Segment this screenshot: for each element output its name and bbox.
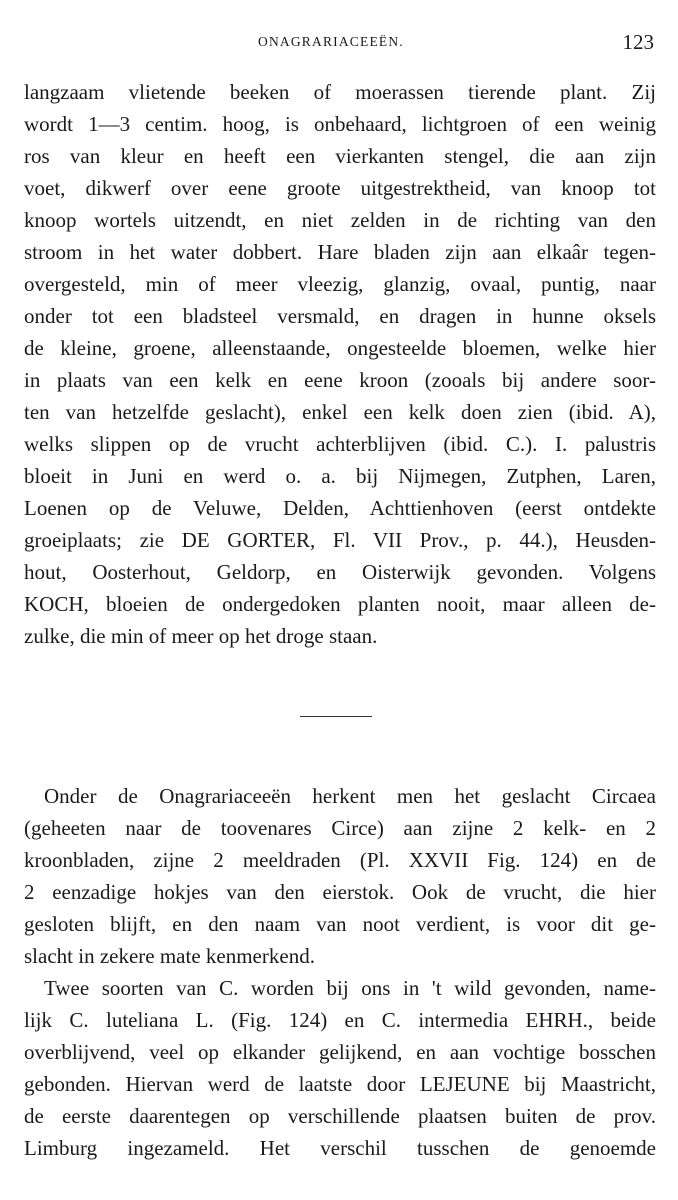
text-line: slacht in zekere mate kenmerkend. <box>24 944 315 968</box>
text-line: de kleine, groene, alleenstaande, ongesteelde bloemen, welke hier <box>24 336 656 360</box>
page-number: 123 <box>622 30 654 54</box>
text-line: Onder de Onagrariaceeën herkent men het geslacht Circaea <box>44 784 656 808</box>
text-line: ros van kleur en heeft een vierkanten stengel, die aan zijn <box>24 144 656 168</box>
text-line: hout, Oosterhout, Geldorp, en Oisterwijk gevonden. Volgens <box>24 560 656 584</box>
text-line: 2 eenzadige hokjes van den eierstok. Ook de vrucht, die hier <box>24 880 656 904</box>
text-line: welks slippen op de vrucht achterblijven (ibid. C.). I. palustris <box>24 432 656 456</box>
text-line: ten van hetzelfde geslacht), enkel een kelk doen zien (ibid. A), <box>24 400 656 424</box>
text-line: KOCH, bloeien de ondergedoken planten nooit, maar alleen de- <box>24 592 656 616</box>
text-line: kroonbladen, zijne 2 meeldraden (Pl. XXVII Fig. 124) en de <box>24 848 656 872</box>
text-line: de eerste daarentegen op verschillende plaatsen buiten de prov. <box>24 1104 656 1128</box>
text-line: Limburg ingezameld. Het verschil tusschen de genoemde <box>24 1136 656 1160</box>
text-line: gesloten blijft, en den naam van noot verdient, is voor dit ge- <box>24 912 656 936</box>
text-line: in plaats van een kelk en eene kroon (zooals bij andere soor- <box>24 368 656 392</box>
running-header <box>0 30 678 58</box>
text-line: Twee soorten van C. worden bij ons in 't wild gevonden, name- <box>44 976 656 1000</box>
text-line: overgesteld, min of meer vleezig, glanzig, ovaal, puntig, naar <box>24 272 656 296</box>
text-line: Loenen op de Veluwe, Delden, Achttienhoven (eerst ontdekte <box>24 496 656 520</box>
paragraph-continuation <box>24 76 656 652</box>
text-line: lijk C. luteliana L. (Fig. 124) en C. intermedia EHRH., beide <box>24 1008 656 1032</box>
text-line: bloeit in Juni en werd o. a. bij Nijmegen, Zutphen, Laren, <box>24 464 656 488</box>
text-line: groeiplaats; zie DE GORTER, Fl. VII Prov., p. 44.), Heusden- <box>24 528 656 552</box>
running-title: ONAGRARIACEEËN. <box>258 34 404 49</box>
text-line: (geheeten naar de toovenares Circe) aan zijne 2 kelk- en 2 <box>24 816 656 840</box>
text-line: wordt 1—3 centim. hoog, is onbehaard, lichtgroen of een weinig <box>24 112 656 136</box>
text-line: voet, dikwerf over eene groote uitgestrektheid, van knoop tot <box>24 176 656 200</box>
text-line: gebonden. Hiervan werd de laatste door LEJEUNE bij Maastricht, <box>24 1072 656 1096</box>
paragraph-circaea <box>24 780 656 1164</box>
text-line: overblijvend, veel op elkander gelijkend, en aan vochtige bosschen <box>24 1040 656 1064</box>
text-line: stroom in het water dobbert. Hare bladen zijn aan elkaâr tegen- <box>24 240 656 264</box>
text-line: langzaam vlietende beeken of moerassen tierende plant. Zij <box>24 80 656 104</box>
text-line: zulke, die min of meer op het droge staan. <box>24 624 378 648</box>
text-line: knoop wortels uitzendt, en niet zelden in de richting van den <box>24 208 656 232</box>
section-divider <box>300 716 372 717</box>
text-line: onder tot een bladsteel versmald, en dragen in hunne oksels <box>24 304 656 328</box>
